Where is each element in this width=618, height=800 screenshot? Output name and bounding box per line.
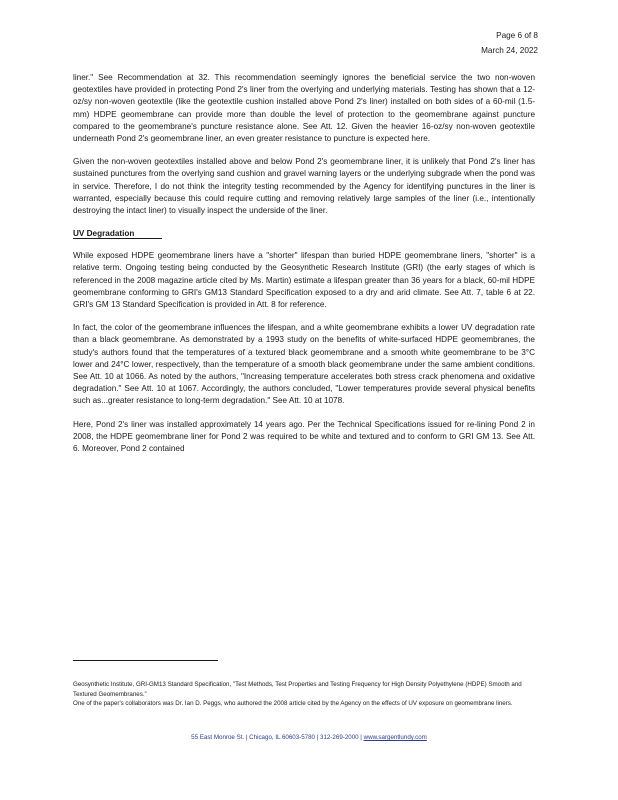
page-date: March 24, 2022 (481, 46, 538, 55)
paragraph: liner." See Recommendation at 32. This recommendation seemingly ignores the beneficial service the two non-woven geotextiles have provided in protecting Pond 2's liner from the overlying and underlying materials. Testing has shown that a 12-oz/sy non-woven geotextile (like the geotextile cushion installed above Pond 2's liner) installed on both sides of a 60-mil (1.5-mm) HDPE geomembrane can provide more than double the level of protection to the geomembrane against puncture compared to the geomembrane's puncture resistance alone. See Att. 12. Given the heavier 16-oz/sy non-woven geotextile underneath Pond 2's geomembrane liner, an even greater resistance to puncture is expected here. (73, 73, 535, 144)
paragraph: Given the non-woven geotextiles installed above and below Pond 2's geomembrane liner, it is unlikely that Pond 2's liner has sustained punctures from the overlying sand cushion and gravel warning layers or the underlying subgrade when the pond was in service. Therefore, I do not think the integrity testing recommended by the Agency for identifying punctures in the liner is warranted, especially because this could require cutting and removing relatively large samples of the liner (i.e., intentionally destroying the intact liner) to visually inspect the underside of the liner. (73, 157, 535, 216)
footnote: One of the paper's collaborators was Dr. Ian D. Peggs, who authored the 2008 article cited by the Agency on the effects of UV exposure on geomembrane liners. (73, 700, 513, 708)
footer-website-link[interactable]: www.sargentlundy.com (363, 734, 427, 741)
page-header (481, 28, 538, 58)
paragraph: While exposed HDPE geomembrane liners have a "shorter" lifespan than buried HDPE geomembrane liners, "shorter" is a relative term. Ongoing testing being conducted by the Geosynthetic Research Institute (GRI) (the early stages of which is referenced in the 2008 magazine article cited by Ms. Martin) estimate a lifespan greater than 36 years for a black, 60-mil HDPE geomembrane conforming to GRI's GM13 Standard Specification exposed to a dry and arid climate. See Att. 7, table 6 at 22. GRI's GM 13 Standard Specification is provided in Att. 8 for reference. (73, 251, 535, 310)
footnote-divider (73, 660, 218, 661)
page-footer (0, 734, 618, 741)
footnote: Geosynthetic Institute, GRI-GM13 Standard Specification, "Test Methods, Test Properties and Testing Frequency for High Density Polyethylene (HDPE) Smooth and Textured Geomembranes." (73, 681, 522, 698)
footnotes (73, 680, 535, 709)
page-number: Page 6 of 8 (496, 31, 538, 40)
body-text (73, 72, 535, 466)
section-heading: UV Degradation (73, 228, 162, 240)
paragraph: In fact, the color of the geomembrane influences the lifespan, and a white geomembrane exhibits a lower UV degradation rate than a black geomembrane. As demonstrated by a 1993 study on the benefits of white-surfaced HDPE geomembranes, the study's authors found that the temperatures of a textured black geomembrane and a smooth white geomembrane to be 3°C lower and 24°C lower, respectively, than the temperature of a smooth black geomembrane under the same ambient conditions. See Att. 10 at 1066. As noted by the authors, "Increasing temperature accelerates both stress crack phenomena and oxidative degradation." See Att. 10 at 1067. Accordingly, the authors concluded, "Lower temperatures provide several physical benefits such as...greater resistance to long-term degradation." See Att. 10 at 1078. (73, 323, 535, 406)
paragraph: Here, Pond 2's liner was installed approximately 14 years ago. Per the Technical Specifications issued for re-lining Pond 2 in 2008, the HDPE geomembrane liner for Pond 2 was required to be white and textured and to conform to GRI GM 13. See Att. 6. Moreover, Pond 2 contained (73, 419, 535, 454)
footer-address: 55 East Monroe St. | Chicago, IL 60603-5780 | 312-269-2000 | (191, 734, 364, 741)
